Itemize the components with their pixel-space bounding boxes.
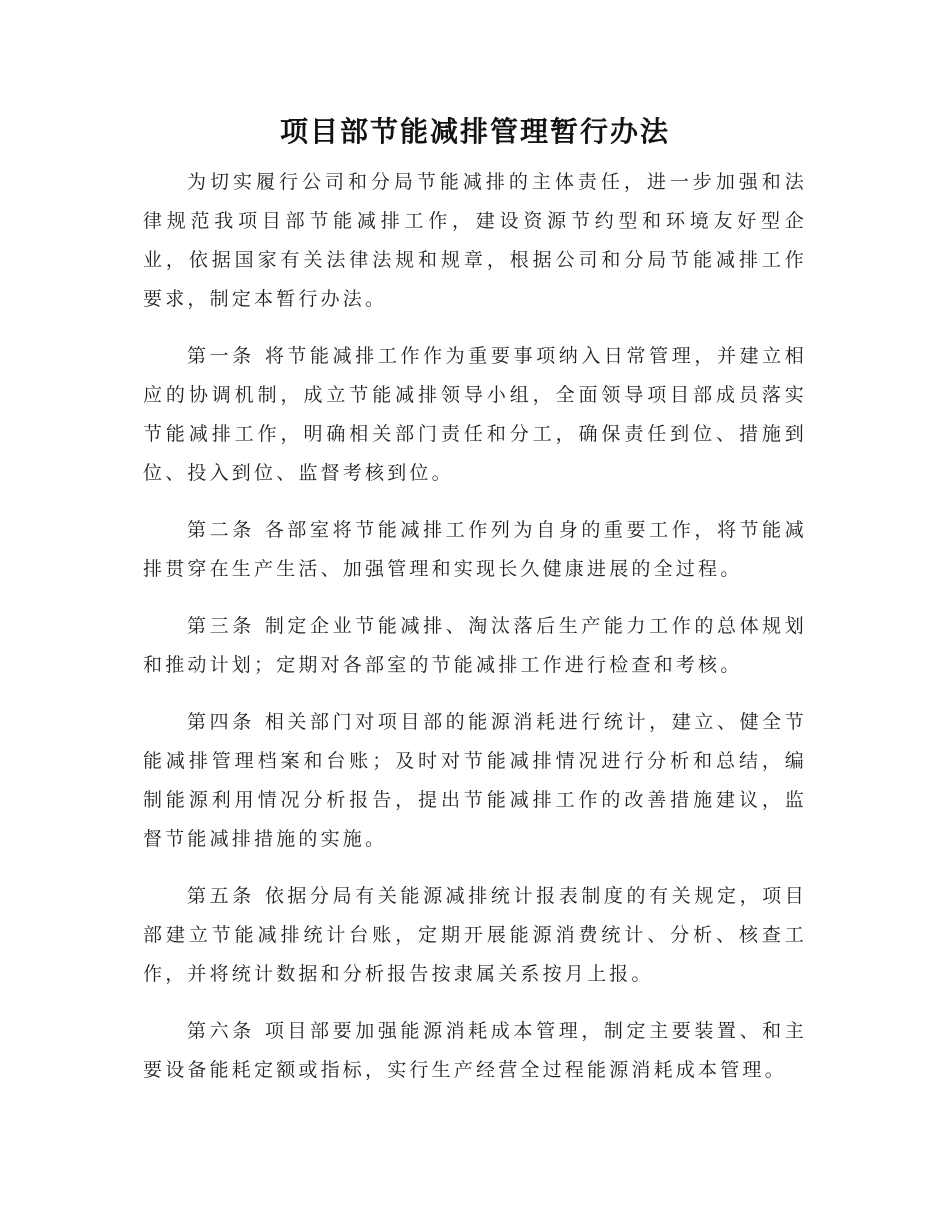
article-number: 第四条: [187, 711, 255, 733]
article-1: [143, 337, 807, 493]
article-2: [143, 511, 807, 589]
article-text: 将节能减排工作作为重要事项纳入日常管理，并建立相应的协调机制，成立节能减排领导小组，全面领导项目部成员落实节能减排工作，明确相关部门责任和分工，确保责任到位、措施到位、投入到位、监督考核到位。: [143, 345, 807, 484]
article-number: 第三条: [187, 615, 255, 637]
document-body: [143, 163, 807, 1108]
article-4: [143, 703, 807, 859]
document-title: 项目部节能减排管理暂行办法: [279, 115, 670, 148]
article-text: 相关部门对项目部的能源消耗进行统计，建立、健全节能减排管理档案和台账；及时对节能减排情况进行分析和总结，编制能源利用情况分析报告，提出节能减排工作的改善措施建议，监督节能减排措施的实施。: [143, 711, 807, 850]
article-5: [143, 877, 807, 994]
article-number: 第一条: [187, 345, 255, 367]
article-number: 第六条: [187, 1020, 255, 1042]
article-number: 第二条: [187, 519, 255, 541]
article-6: [143, 1012, 807, 1090]
article-3: [143, 607, 807, 685]
article-text: 项目部要加强能源消耗成本管理，制定主要装置、和主要设备能耗定额或指标，实行生产经营全过程能源消耗成本管理。: [143, 1020, 807, 1081]
article-number: 第五条: [187, 885, 255, 907]
article-text: 依据分局有关能源减排统计报表制度的有关规定，项目部建立节能减排统计台账，定期开展能源消费统计、分析、核查工作，并将统计数据和分析报告按隶属关系按月上报。: [143, 885, 807, 985]
article-text: 各部室将节能减排工作列为自身的重要工作，将节能减排贯穿在生产生活、加强管理和实现长久健康进展的全过程。: [143, 519, 807, 580]
article-text: 制定企业节能减排、淘汰落后生产能力工作的总体规划和推动计划；定期对各部室的节能减排工作进行检查和考核。: [143, 615, 807, 676]
intro-paragraph: 为切实履行公司和分局节能减排的主体责任，进一步加强和法律规范我项目部节能减排工作，建设资源节约型和环境友好型企业，依据国家有关法律法规和规章，根据公司和分局节能减排工作要求，制定本暂行办法。: [143, 171, 807, 310]
